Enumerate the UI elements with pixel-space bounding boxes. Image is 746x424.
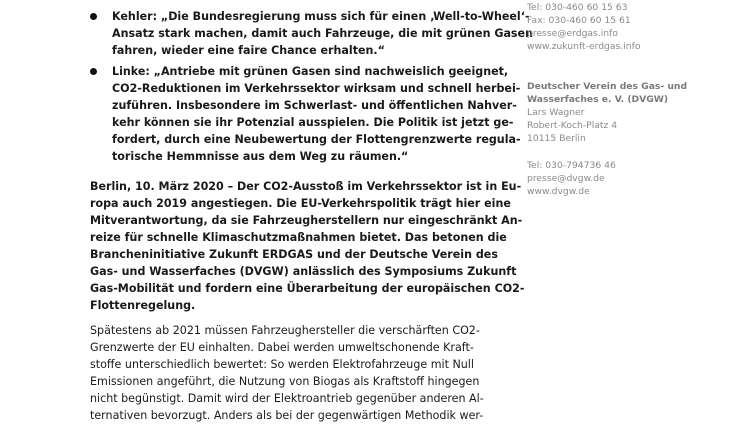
- lead-line: Mitverantwortung, da sie Fahrzeugherstellern nur eingeschränkt An-: [90, 214, 523, 227]
- quote-line: CO2-Reduktionen im Verkehrssektor wirksam und schnell herbei-: [112, 82, 521, 95]
- quote-line: torische Hemmnisse aus dem Weg zu räumen.“: [112, 150, 409, 163]
- bullet-dot-icon: [90, 68, 97, 75]
- phone-text: Tel: 030-460 60 15 63: [527, 2, 628, 13]
- body-line: Emissionen angeführt, die Nutzung von Biogas als Kraftstoff hingegen: [90, 375, 480, 388]
- phone-text: Tel: 030-794736 46: [527, 160, 616, 171]
- email-link[interactable]: presse@erdgas.info: [527, 28, 618, 39]
- contact-person: Lars Wagner: [527, 107, 585, 118]
- city-address: 10115 Berlin: [527, 133, 586, 144]
- lead-line: Brancheninitiative Zukunft ERDGAS und der Deutsche Verein des: [90, 248, 498, 261]
- quote-line: Kehler: „Die Bundesregierung muss sich für einen ‚Well-to-Wheel‘-: [112, 10, 530, 23]
- org-name: Deutscher Verein des Gas- und: [527, 81, 688, 92]
- website-link[interactable]: www.dvgw.de: [527, 186, 590, 197]
- body-line: Grenzwerte der EU einhalten. Dabei werden umweltschonende Kraft-: [90, 341, 474, 354]
- website-link[interactable]: www.zukunft-erdgas.info: [527, 41, 641, 52]
- quote-line: Ansatz stark machen, damit auch Fahrzeuge, die mit grünen Gasen: [112, 27, 533, 40]
- body-line: Spätestens ab 2021 müssen Fahrzeughersteller die verschärften CO2-: [90, 324, 480, 337]
- lead-line: ropa auch 2019 angestiegen. Die EU-Verkehrspolitik trägt hier eine: [90, 197, 511, 210]
- body-line: ternativen bevorzugt. Anders als bei der gegenwärtigen Methodik wer-: [90, 409, 484, 422]
- body-line: stoffe unterschiedlich bewertet: So werden Elektrofahrzeuge mit Null: [90, 358, 474, 371]
- email-link[interactable]: presse@dvgw.de: [527, 173, 605, 184]
- lead-line: Flottenregelung.: [90, 299, 196, 312]
- lead-line: Berlin, 10. März 2020 – Der CO2-Ausstoß im Verkehrssektor ist in Eu-: [90, 180, 522, 193]
- fax-text: Fax: 030-460 60 15 61: [527, 15, 631, 26]
- quote-line: zuführen. Insbesondere im Schwerlast- und öffentlichen Nahver-: [112, 99, 517, 112]
- quote-line: fahren, wieder eine faire Chance erhalten.“: [112, 44, 385, 57]
- lead-line: reize für schnelle Klimaschutzmaßnahmen bietet. Das betonen die: [90, 231, 507, 244]
- quote-line: fordert, durch eine Neubewertung der Flottengrenzwerte regula-: [112, 133, 521, 146]
- org-name: Wasserfaches e. V. (DVGW): [527, 94, 669, 105]
- quote-line: Linke: „Antriebe mit grünen Gasen sind nachweislich geeignet,: [112, 65, 509, 78]
- body-line: nicht begünstigt. Damit wird der Elektroantrieb gegenüber anderen Al-: [90, 392, 484, 405]
- lead-line: Gas- und Wasserfaches (DVGW) anlässlich des Symposiums Zukunft: [90, 265, 517, 278]
- lead-line: Gas-Mobilität und fordern eine Überarbeitung der europäischen CO2-: [90, 282, 525, 295]
- bullet-dot-icon: [90, 13, 97, 20]
- street-address: Robert-Koch-Platz 4: [527, 120, 618, 131]
- quote-line: kehr können sie ihr Potenzial ausspielen. Die Politik ist jetzt ge-: [112, 116, 514, 129]
